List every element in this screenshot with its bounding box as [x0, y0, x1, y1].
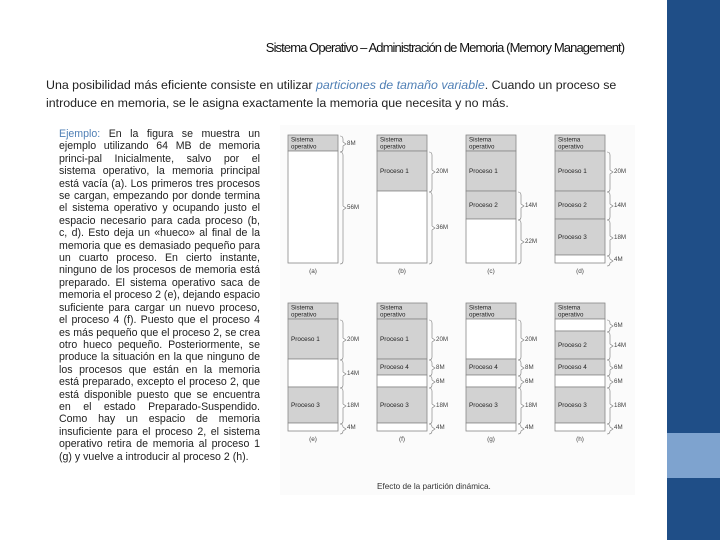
memory-diagram-c — [466, 135, 537, 275]
size-label: 20M — [436, 336, 449, 344]
size-label: 6M — [614, 378, 623, 386]
process-label: Proceso 3 — [380, 402, 409, 410]
size-label: 20M — [347, 336, 360, 344]
memory-block-f-5 — [377, 423, 427, 431]
size-brace — [607, 152, 613, 192]
size-label: 6M — [525, 378, 534, 386]
size-brace — [340, 136, 346, 152]
size-brace — [518, 220, 524, 264]
example-text: En la figura se muestra un ejemplo utilizando 64 MB de memoria princi-pal Inicialmente, salvo por el sistema operativo, la memoria principal está vacía (a). Los primeros tres procesos se cargan, empezando por donde termina el sistema operativo y ocupando justo el espacio necesario para cada proceso (b, c, d). Esto deja un «hueco» al final de la memoria que es demasiado pequeño para un cuarto proceso. En cierto instante, ninguno de los procesos de memoria está preparado. El sistema operativo saca de memoria el proceso 2 (e), dejando espacio suficiente para cargar un nuevo proceso, el proceso 4 (f). Puesto que el proceso 4 es más pequeño que el proceso 2, se crea otro hueco pequeño. Posteriormente, se produce la situación en la que ninguno de los procesos que están en la memoria está preparado, excepto el proceso 2, que está disponible puesto que se encuentra en el estado Preparado-Suspendido. Como hay un espacio de memoria insuficiente para el proceso 2, el sistema operativo retira de memoria al proceso 1 (g) y vuelve a introducir al proceso 2 (h). — [59, 128, 260, 463]
size-label: 8M — [436, 364, 445, 372]
size-label: 14M — [525, 202, 538, 210]
os-label: operativo — [469, 311, 495, 319]
size-label: 14M — [347, 370, 360, 378]
memory-block-h-1 — [555, 319, 605, 331]
diagram-tag: (e) — [309, 436, 317, 443]
memory-block-b-2 — [377, 191, 427, 263]
os-label: operativo — [469, 143, 495, 151]
size-label: 8M — [525, 364, 534, 372]
process-label: Proceso 3 — [469, 402, 498, 410]
memory-block-e-4 — [288, 423, 338, 431]
size-brace — [518, 424, 524, 434]
size-label: 18M — [436, 402, 449, 410]
memory-diagram-b — [377, 135, 448, 275]
size-brace — [607, 320, 613, 332]
size-brace — [429, 424, 435, 434]
diagram-tag: (h) — [576, 436, 584, 443]
os-label: operativo — [380, 311, 406, 319]
process-label: Proceso 2 — [558, 342, 587, 350]
size-brace — [607, 376, 613, 388]
os-label: Sistema — [380, 304, 403, 312]
memory-block-g-3 — [466, 375, 516, 387]
size-label: 4M — [525, 424, 534, 432]
size-label: 4M — [614, 256, 623, 264]
os-label: operativo — [291, 311, 317, 319]
memory-block-d-4 — [555, 255, 605, 263]
os-label: Sistema — [291, 304, 314, 312]
size-label: 6M — [614, 364, 623, 372]
memory-partition-figure — [280, 125, 635, 495]
size-label: 8M — [347, 140, 356, 148]
size-label: 36M — [436, 224, 449, 232]
example-paragraph — [59, 128, 260, 463]
process-label: Proceso 2 — [558, 202, 587, 210]
memory-diagram-e — [288, 303, 359, 443]
process-label: Proceso 1 — [380, 336, 409, 344]
sidebar-accent-highlight — [667, 433, 720, 478]
size-brace — [340, 360, 346, 388]
size-brace — [607, 360, 613, 376]
size-brace — [518, 360, 524, 376]
os-label: Sistema — [469, 304, 492, 312]
size-label: 4M — [347, 424, 356, 432]
size-label: 14M — [614, 202, 627, 210]
size-brace — [518, 388, 524, 424]
os-label: operativo — [380, 143, 406, 151]
size-label: 14M — [614, 342, 627, 350]
process-label: Proceso 1 — [558, 168, 587, 176]
memory-diagram-h — [555, 303, 626, 443]
figure-canvas — [280, 125, 635, 495]
memory-block-g-5 — [466, 423, 516, 431]
example-label: Ejemplo: — [59, 128, 101, 140]
size-label: 6M — [614, 322, 623, 330]
size-label: 4M — [614, 424, 623, 432]
memory-block-f-3 — [377, 375, 427, 387]
size-brace — [607, 388, 613, 424]
process-label: Proceso 1 — [380, 168, 409, 176]
size-brace — [607, 424, 613, 434]
size-brace — [429, 152, 435, 192]
size-brace — [429, 192, 435, 264]
memory-diagram-g — [466, 303, 537, 443]
intro-text-before: Una posibilidad más eficiente consiste en utilizar — [46, 78, 316, 92]
process-label: Proceso 3 — [558, 402, 587, 410]
size-brace — [340, 424, 346, 434]
size-brace — [607, 332, 613, 360]
process-label: Proceso 4 — [380, 364, 409, 372]
size-label: 56M — [347, 204, 360, 212]
process-label: Proceso 1 — [469, 168, 498, 176]
process-label: Proceso 3 — [291, 402, 320, 410]
diagram-tag: (d) — [576, 268, 584, 275]
diagram-tag: (a) — [309, 268, 317, 275]
page-title: Sistema Operativo – Administración de Memoria (Memory Management) — [265, 40, 625, 55]
size-brace — [607, 256, 613, 266]
size-label: 20M — [525, 336, 538, 344]
size-label: 22M — [525, 238, 538, 246]
process-label: Proceso 1 — [291, 336, 320, 344]
memory-block-a-1 — [288, 151, 338, 263]
memory-block-h-6 — [555, 423, 605, 431]
size-brace — [518, 376, 524, 388]
os-label: Sistema — [558, 136, 581, 144]
memory-block-c-3 — [466, 219, 516, 263]
size-label: 20M — [614, 168, 627, 176]
diagram-tag: (c) — [487, 268, 495, 275]
size-label: 18M — [347, 402, 360, 410]
size-label: 4M — [436, 424, 445, 432]
diagram-tag: (b) — [398, 268, 406, 275]
size-brace — [340, 388, 346, 424]
size-label: 18M — [614, 234, 627, 242]
memory-diagram-d — [555, 135, 626, 275]
os-label: Sistema — [558, 304, 581, 312]
process-label: Proceso 2 — [469, 202, 498, 210]
memory-block-g-1 — [466, 319, 516, 359]
memory-diagram-a — [288, 135, 359, 275]
os-label: operativo — [558, 311, 584, 319]
intro-text-after: . Cuando un proceso se introduce en memoria, se le asigna exactamente la memoria que necesita y no más. — [46, 78, 617, 110]
process-label: Proceso 4 — [558, 364, 587, 372]
memory-block-h-4 — [555, 375, 605, 387]
size-brace — [607, 192, 613, 220]
size-brace — [429, 388, 435, 424]
size-brace — [429, 376, 435, 388]
size-label: 6M — [436, 378, 445, 386]
size-brace — [518, 192, 524, 220]
intro-highlight: particiones de tamaño variable — [315, 78, 485, 92]
os-label: operativo — [291, 143, 317, 151]
size-label: 18M — [614, 402, 627, 410]
figure-caption: Efecto de la partición dinámica. — [377, 482, 491, 491]
size-label: 18M — [525, 402, 538, 410]
size-brace — [429, 360, 435, 376]
process-label: Proceso 4 — [469, 364, 498, 372]
memory-diagram-f — [377, 303, 448, 443]
intro-paragraph — [46, 76, 646, 112]
size-brace — [340, 152, 346, 264]
size-brace — [607, 220, 613, 256]
diagram-tag: (g) — [487, 436, 495, 443]
size-brace — [518, 320, 524, 360]
process-label: Proceso 3 — [558, 234, 587, 242]
os-label: Sistema — [291, 136, 314, 144]
os-label: Sistema — [380, 136, 403, 144]
memory-block-e-2 — [288, 359, 338, 387]
size-brace — [340, 320, 346, 360]
os-label: Sistema — [469, 136, 492, 144]
size-label: 20M — [436, 168, 449, 176]
os-label: operativo — [558, 143, 584, 151]
diagram-tag: (f) — [398, 436, 406, 443]
size-brace — [429, 320, 435, 360]
